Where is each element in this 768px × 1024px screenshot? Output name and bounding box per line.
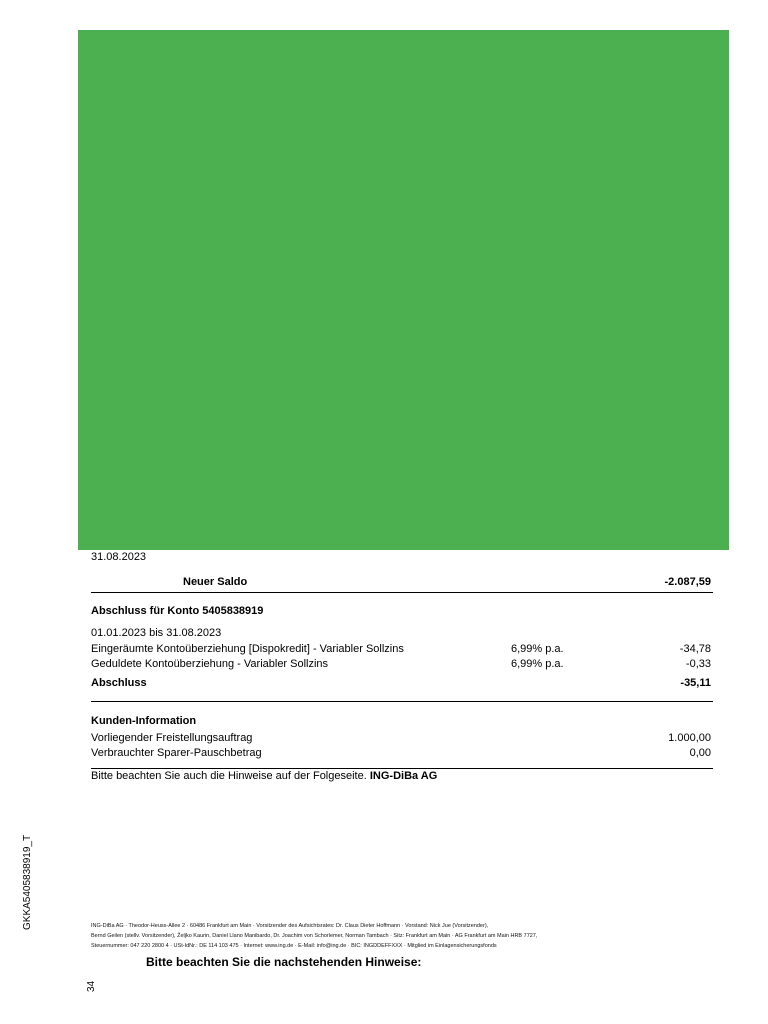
closing-total-value: -35,11 bbox=[680, 677, 711, 689]
note-brand: ING-DiBa AG bbox=[369, 770, 438, 782]
customer-info-label: Vorliegender Freistellungsauftrag bbox=[91, 732, 253, 744]
document-code: GKKA5405838919_T bbox=[22, 834, 33, 930]
note bbox=[91, 770, 437, 783]
footer-line: ING-DiBa AG · Theodor-Heuss-Allee 2 · 60486 Frankfurt am Main · Vorsitzender des Aufsichtsrates: Dr. Claus Dieter Hoffmann · Vorstand: Nick Jue (Vorsitzender), bbox=[91, 923, 489, 929]
closing-row-rate: 6,99% p.a. bbox=[511, 643, 564, 655]
closing-total-label: Abschluss bbox=[91, 677, 147, 689]
divider bbox=[91, 592, 713, 593]
customer-info-label: Verbrauchter Sparer-Pauschbetrag bbox=[91, 747, 262, 759]
closing-period: 01.01.2023 bis 31.08.2023 bbox=[91, 627, 222, 639]
closing-title: Abschluss für Konto 5405838919 bbox=[91, 605, 264, 617]
closing-row-label: Eingeräumte Kontoüberziehung [Dispokredit] - Variabler Sollzins bbox=[91, 643, 404, 655]
redaction-block bbox=[78, 30, 729, 550]
divider bbox=[91, 701, 713, 702]
closing-row-label: Geduldete Kontoüberziehung - Variabler Sollzins bbox=[91, 658, 329, 670]
closing-row-amount: -34,78 bbox=[679, 643, 711, 655]
footer-line: Steuernummer: 047 220 2800 4 · USt-IdNr.: DE 114 103 475 · Internet: www.ing.de · E-Mail: info@ing.de · BIC: INGDDEFFXXX · Mitglied im Einlagensicherungsfonds bbox=[91, 943, 497, 949]
statement-date: 31.08.2023 bbox=[91, 551, 147, 563]
customer-info-title: Kunden-Information bbox=[91, 715, 197, 727]
page-number: 34 bbox=[86, 980, 97, 992]
new-balance-value: -2.087,59 bbox=[664, 576, 711, 588]
divider bbox=[91, 768, 713, 769]
footer-line: Bernd Geilen (stellv. Vorsitzender), Željko Kaurin, Daniel Llano Manibardo, Dr. Joachim von Schorlemer, Norman Tambach · Sitz: Frankfurt am Main · AG Frankfurt am Main HRB 7727, bbox=[91, 933, 538, 939]
note-text: Bitte beachten Sie auch die Hinweise auf der Folgeseite. bbox=[91, 770, 367, 782]
customer-info-value: 1.000,00 bbox=[668, 732, 711, 744]
hint-heading: Bitte beachten Sie die nachstehenden Hinweise: bbox=[146, 955, 422, 969]
closing-row-rate: 6,99% p.a. bbox=[511, 658, 564, 670]
customer-info-value: 0,00 bbox=[689, 747, 711, 759]
new-balance-label: Neuer Saldo bbox=[183, 576, 248, 588]
closing-row-amount: -0,33 bbox=[685, 658, 711, 670]
